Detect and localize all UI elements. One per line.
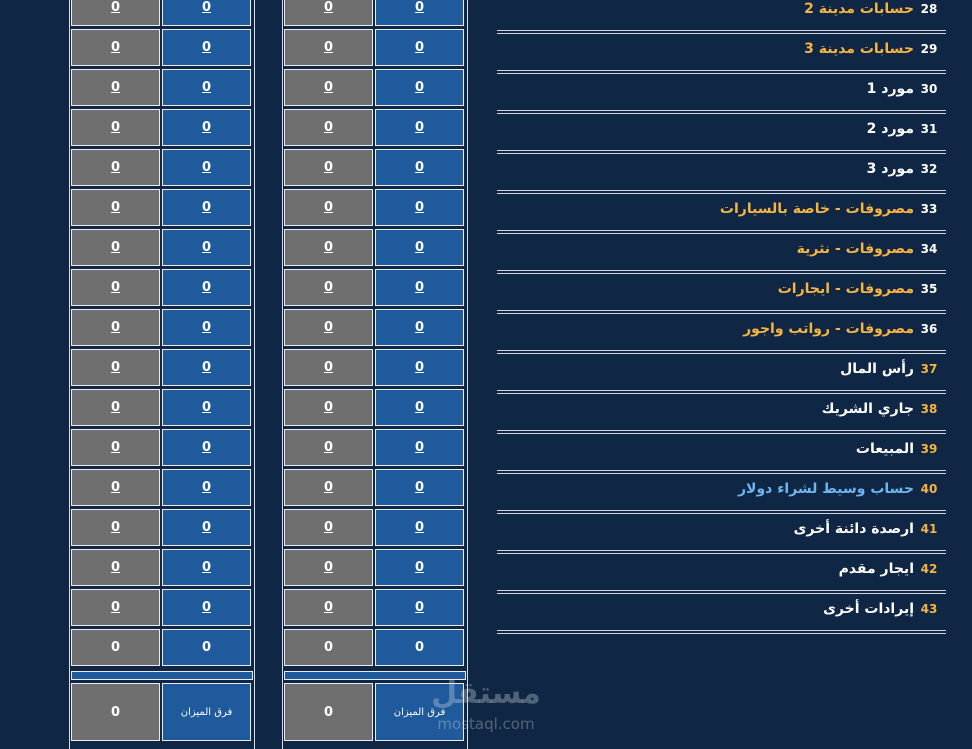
account-row <box>497 0 946 31</box>
value-cell-blue[interactable]: 0 <box>375 29 464 66</box>
account-row <box>497 350 946 391</box>
value-cell-blue[interactable]: 0 <box>162 549 251 586</box>
value-cell-blue[interactable]: 0 <box>162 349 251 386</box>
account-name[interactable]: المبيعات <box>855 440 914 457</box>
balance-difference-row <box>283 683 467 723</box>
value-cell-blue[interactable]: 0 <box>375 429 464 466</box>
table-row <box>70 189 254 229</box>
table-separator <box>284 671 466 680</box>
account-number: 30 <box>920 81 938 96</box>
value-cell-blue[interactable]: 0 <box>375 509 464 546</box>
account-name[interactable]: ارصدة دائنة أخرى <box>793 520 914 537</box>
table-row <box>283 189 467 229</box>
table-row <box>70 429 254 469</box>
table-row <box>70 29 254 69</box>
watermark-latin: mostaql.com <box>437 715 535 733</box>
value-cell-blue[interactable]: 0 <box>162 469 251 506</box>
account-number: 35 <box>920 281 938 296</box>
table-row <box>70 309 254 349</box>
table-row <box>283 309 467 349</box>
account-number: 28 <box>920 1 938 16</box>
value-cell-gray[interactable]: 0 <box>284 349 373 386</box>
value-cell-blue[interactable]: 0 <box>162 229 251 266</box>
account-row <box>497 390 946 431</box>
account-number: 33 <box>920 201 938 216</box>
account-number: 34 <box>920 241 938 256</box>
value-cell-gray[interactable]: 0 <box>284 189 373 226</box>
table-row <box>283 549 467 589</box>
account-number: 40 <box>920 481 938 496</box>
account-number: 39 <box>920 441 938 456</box>
value-cell-gray[interactable]: 0 <box>284 269 373 306</box>
value-cell-gray[interactable]: 0 <box>284 69 373 106</box>
balance-difference-row <box>70 683 254 723</box>
value-cell-gray[interactable]: 0 <box>71 269 160 306</box>
table-row <box>283 269 467 309</box>
value-cell-blue[interactable]: 0 <box>162 0 251 26</box>
value-cell-blue[interactable]: 0 <box>162 429 251 466</box>
value-cell-gray[interactable]: 0 <box>71 149 160 186</box>
value-cell-blue[interactable]: 0 <box>162 309 251 346</box>
value-cell-blue[interactable]: 0 <box>162 149 251 186</box>
account-number: 37 <box>920 361 938 376</box>
table-row <box>283 629 467 669</box>
account-name[interactable]: مصروفات - ايجارات <box>777 280 914 297</box>
table-row <box>70 149 254 189</box>
value-cell-blue[interactable]: 0 <box>375 269 464 306</box>
value-cell-gray[interactable]: 0 <box>71 429 160 466</box>
value-cell-gray[interactable]: 0 <box>284 229 373 266</box>
value-cell-blue[interactable]: 0 <box>375 349 464 386</box>
balance-difference-value: 0 <box>284 683 373 741</box>
account-row <box>497 70 946 111</box>
value-cell-blue[interactable]: 0 <box>162 389 251 426</box>
value-cell-blue[interactable]: 0 <box>375 389 464 426</box>
value-cell-gray[interactable]: 0 <box>71 189 160 226</box>
table-row <box>70 0 254 29</box>
account-row <box>497 550 946 591</box>
balance-table-right <box>282 0 468 749</box>
account-number: 36 <box>920 321 938 336</box>
table-row <box>283 389 467 429</box>
table-row <box>70 549 254 589</box>
table-row <box>70 389 254 429</box>
value-cell-gray[interactable]: 0 <box>71 309 160 346</box>
table-row <box>283 0 467 29</box>
value-cell-gray[interactable]: 0 <box>284 149 373 186</box>
account-number: 41 <box>920 521 938 536</box>
account-name[interactable]: رأس المال <box>840 360 914 377</box>
account-row <box>497 470 946 511</box>
table-row <box>283 109 467 149</box>
account-row <box>497 230 946 271</box>
value-cell-blue[interactable]: 0 <box>375 189 464 226</box>
table-row <box>70 589 254 629</box>
value-cell-gray[interactable]: 0 <box>284 469 373 506</box>
value-cell-blue: 0 <box>375 629 464 666</box>
table-separator <box>71 671 253 680</box>
account-name[interactable]: حسابات مدينة 2 <box>804 0 914 17</box>
account-number: 42 <box>920 561 938 576</box>
account-name[interactable]: إيرادات أخرى <box>823 600 914 617</box>
table-row <box>283 29 467 69</box>
account-row <box>497 150 946 191</box>
account-row <box>497 310 946 351</box>
value-cell-gray[interactable]: 0 <box>71 349 160 386</box>
value-cell-gray[interactable]: 0 <box>284 589 373 626</box>
table-row <box>283 469 467 509</box>
value-cell-blue[interactable]: 0 <box>375 549 464 586</box>
value-cell-gray[interactable]: 0 <box>71 389 160 426</box>
table-row <box>70 229 254 269</box>
value-cell-blue[interactable]: 0 <box>375 0 464 26</box>
value-cell-gray[interactable]: 0 <box>284 0 373 26</box>
value-cell-gray[interactable]: 0 <box>71 0 160 26</box>
table-row <box>283 349 467 389</box>
account-name[interactable]: مورد 2 <box>866 120 914 137</box>
account-number: 29 <box>920 41 938 56</box>
account-name[interactable]: مصروفات - رواتب واجور <box>743 320 914 337</box>
account-name[interactable]: مورد 3 <box>866 160 914 177</box>
table-row <box>70 109 254 149</box>
account-row <box>497 30 946 71</box>
balance-difference-label: فرق الميزان <box>375 683 464 741</box>
account-row <box>497 590 946 631</box>
value-cell-blue[interactable]: 0 <box>162 189 251 226</box>
table-row <box>70 349 254 389</box>
account-name[interactable]: ايجار مقدم <box>838 560 914 577</box>
table-row <box>70 629 254 669</box>
account-row <box>497 430 946 471</box>
account-row <box>497 110 946 151</box>
value-cell-blue[interactable]: 0 <box>162 109 251 146</box>
table-row <box>283 589 467 629</box>
value-cell-gray[interactable]: 0 <box>284 509 373 546</box>
table-row <box>283 69 467 109</box>
value-cell-blue: 0 <box>162 629 251 666</box>
value-cell-gray[interactable]: 0 <box>284 309 373 346</box>
value-cell-blue[interactable]: 0 <box>375 229 464 266</box>
account-name[interactable]: مورد 1 <box>866 80 914 97</box>
value-cell-blue[interactable]: 0 <box>375 309 464 346</box>
account-row <box>497 270 946 311</box>
account-name[interactable]: جاري الشريك <box>821 400 914 417</box>
value-cell-gray[interactable]: 0 <box>284 549 373 586</box>
value-cell-gray[interactable]: 0 <box>71 589 160 626</box>
account-row <box>497 510 946 551</box>
value-cell-blue[interactable]: 0 <box>375 109 464 146</box>
value-cell-gray[interactable]: 0 <box>71 29 160 66</box>
account-row <box>497 190 946 231</box>
value-cell-gray[interactable]: 0 <box>71 229 160 266</box>
value-cell-gray[interactable]: 0 <box>71 469 160 506</box>
value-cell-blue[interactable]: 0 <box>162 69 251 106</box>
value-cell-blue[interactable]: 0 <box>375 469 464 506</box>
account-number: 32 <box>920 161 938 176</box>
account-name[interactable]: مصروفات - نثرية <box>796 240 914 257</box>
value-cell-blue[interactable]: 0 <box>162 509 251 546</box>
table-row <box>283 509 467 549</box>
value-cell-blue[interactable]: 0 <box>162 269 251 306</box>
value-cell-gray[interactable]: 0 <box>284 389 373 426</box>
watermark-arabic: مستقل <box>431 676 541 711</box>
value-cell-blue[interactable]: 0 <box>375 149 464 186</box>
value-cell-gray[interactable]: 0 <box>284 429 373 466</box>
account-name[interactable]: حساب وسيط لشراء دولار <box>738 480 914 497</box>
table-row <box>283 149 467 189</box>
account-number: 43 <box>920 601 938 616</box>
table-row <box>283 229 467 269</box>
table-row <box>283 429 467 469</box>
balance-table-left <box>69 0 255 749</box>
table-row <box>70 269 254 309</box>
table-row <box>70 509 254 549</box>
account-number: 31 <box>920 121 938 136</box>
value-cell-blue[interactable]: 0 <box>375 589 464 626</box>
table-row <box>70 69 254 109</box>
account-name[interactable]: حسابات مدينة 3 <box>804 40 914 57</box>
value-cell-gray[interactable]: 0 <box>284 109 373 146</box>
value-cell-gray: 0 <box>71 629 160 666</box>
value-cell-gray[interactable]: 0 <box>71 109 160 146</box>
balance-difference-label: فرق الميزان <box>162 683 251 741</box>
value-cell-gray[interactable]: 0 <box>71 509 160 546</box>
value-cell-blue[interactable]: 0 <box>162 29 251 66</box>
balance-difference-value: 0 <box>71 683 160 741</box>
value-cell-blue[interactable]: 0 <box>162 589 251 626</box>
value-cell-blue[interactable]: 0 <box>375 69 464 106</box>
value-cell-gray: 0 <box>284 629 373 666</box>
table-row <box>70 469 254 509</box>
account-name[interactable]: مصروفات - خاصة بالسيارات <box>719 200 914 217</box>
value-cell-gray[interactable]: 0 <box>284 29 373 66</box>
value-cell-gray[interactable]: 0 <box>71 549 160 586</box>
value-cell-gray[interactable]: 0 <box>71 69 160 106</box>
account-number: 38 <box>920 401 938 416</box>
